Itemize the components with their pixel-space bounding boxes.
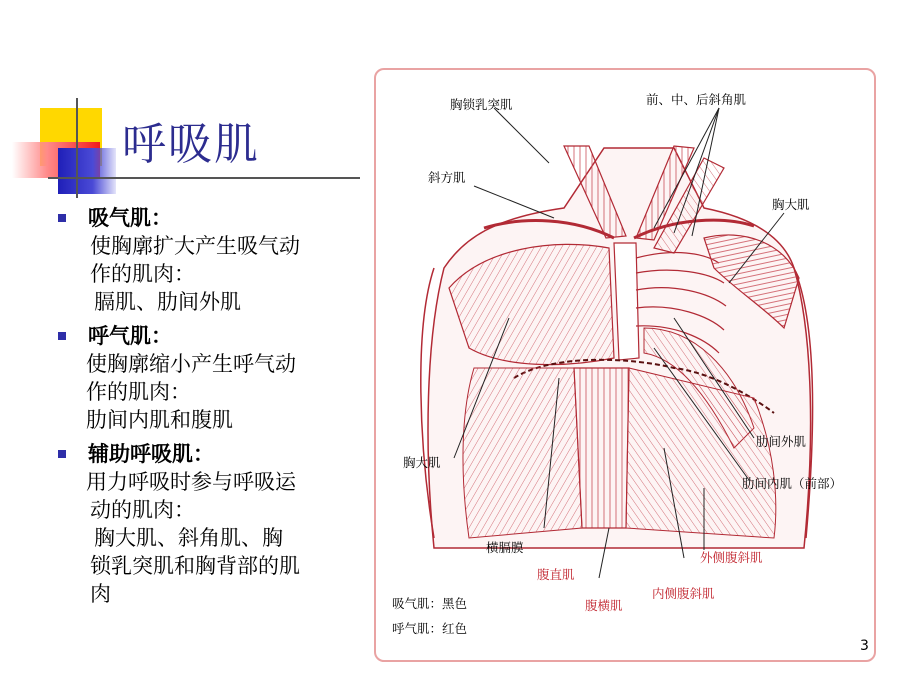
bullet-line: 肋间内肌和腹肌 [86, 408, 233, 432]
bullet-line: 使胸廓缩小产生呼气动 [86, 352, 296, 376]
label-rectus: 腹直肌 [537, 567, 575, 582]
bullet-line: 膈肌、肋间外肌 [94, 290, 241, 314]
bullet-line: 作的肌肉： [90, 262, 195, 286]
bullet-accessory [56, 440, 366, 468]
bullet-line: 作的肌肉： [86, 380, 191, 404]
label-diaphragm: 横膈膜 [486, 540, 524, 555]
label-ext-intercostal: 肋间外肌 [756, 434, 807, 449]
muscle-diagram [374, 68, 876, 662]
slide-title: 呼吸肌 [122, 119, 260, 170]
page-number: 3 [860, 638, 869, 654]
sternum [614, 243, 639, 360]
bullet-expiratory [56, 322, 366, 350]
label-int-oblique: 内侧腹斜肌 [652, 586, 715, 601]
bullet-heading: 吸气肌： [88, 206, 172, 230]
bullet-line: 用力呼吸时参与呼吸运 [86, 470, 296, 494]
bullet-square-icon [58, 332, 66, 340]
bullet-line: 胸大肌、斜角肌、胸 [94, 526, 283, 550]
label-scm: 胸锁乳突肌 [450, 97, 513, 112]
rectus-abdominis [574, 368, 629, 528]
bullet-square-icon [58, 450, 66, 458]
label-int-intercostal: 肋间内肌（前部） [742, 476, 843, 491]
bullet-inspiratory [56, 204, 366, 232]
label-scalenes: 前、中、后斜角肌 [646, 92, 747, 107]
bullet-list [56, 204, 366, 608]
decor-vertical-line [76, 98, 78, 198]
bullet-line: 使胸廓扩大产生吸气动 [90, 234, 300, 258]
label-transversus: 腹横肌 [585, 598, 623, 613]
bullet-line: 肉 [90, 582, 111, 606]
decor-blue-square [58, 148, 116, 194]
bullet-square-icon [58, 214, 66, 222]
bullet-line: 动的肌肉： [90, 498, 195, 522]
oblique-left [463, 368, 582, 538]
label-pec-major-left: 胸大肌 [403, 455, 441, 470]
label-pec-major-right: 胸大肌 [772, 197, 810, 212]
legend-expiratory: 呼气肌：红色 [392, 621, 468, 636]
decor-horizontal-line [48, 177, 360, 179]
legend-inspiratory: 吸气肌：黑色 [392, 596, 468, 611]
bullet-heading: 呼气肌： [88, 324, 172, 348]
bullet-line: 锁乳突肌和胸背部的肌 [90, 554, 300, 578]
bullet-heading: 辅助呼吸肌： [88, 442, 214, 466]
label-ext-oblique: 外侧腹斜肌 [700, 550, 763, 565]
label-trapezius: 斜方肌 [428, 170, 466, 185]
